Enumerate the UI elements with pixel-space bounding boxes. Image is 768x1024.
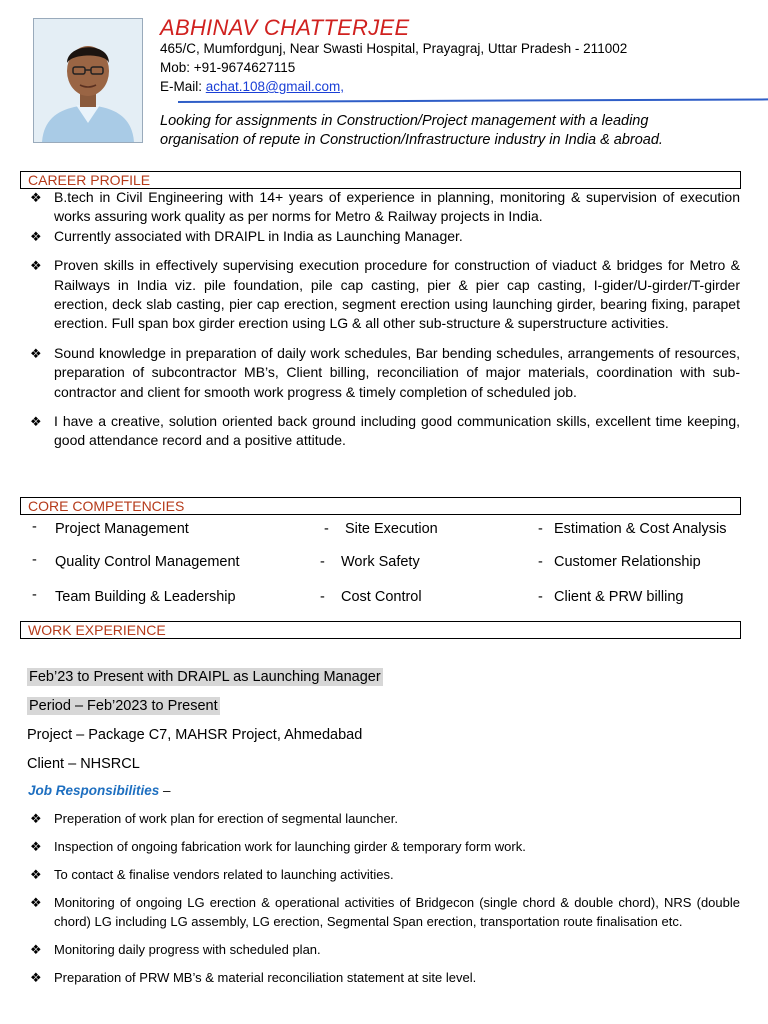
- list-item: ❖ Monitoring of ongoing LG erection & operational activities of Bridgecon (single chord & double chord), NRS (double chord) LG including LG assembly, LG erection, Segmental Span erection, transportation route finalisation etc.: [30, 895, 740, 929]
- list-item: ❖ Proven skills in effectively supervising execution procedure for construction of viaduct & bridges for Metro & Railways in India viz. pile foundation, pile cap casting, pier & pier cap casting, I-gider/U-girder/T-girder erection, deck slab casting, pier cap erection, segment erection using launching girder, bearing fixing, parapet erection. Full span box girder erection using LG & all other sub-structure & superstructure activities.: [30, 257, 740, 332]
- section-core-competencies: CORE COMPETENCIES: [20, 497, 741, 515]
- person-photo-icon: [34, 19, 142, 142]
- dash-marker: -: [320, 554, 325, 570]
- list-item: ❖ B.tech in Civil Engineering with 14+ years of experience in planning, monitoring & supervision of execution works assuring work quality as per norms for Metro & Railway projects in India.: [30, 189, 740, 225]
- dash-marker: -: [320, 589, 325, 605]
- diamond-bullet-icon: ❖: [30, 345, 42, 361]
- job-responsibilities-heading: Job Responsibilities –: [28, 783, 171, 798]
- list-item: ❖ Monitoring daily progress with scheduled plan.: [28, 941, 740, 960]
- diamond-bullet-icon: ❖: [30, 258, 42, 274]
- profile-photo: [33, 18, 143, 143]
- diamond-bullet-icon: ❖: [30, 941, 42, 957]
- diamond-bullet-icon: ❖: [30, 190, 42, 205]
- list-item: ❖ Inspection of ongoing fabrication work for launching girder & temporary form work.: [28, 838, 740, 857]
- list-item: ❖ I have a creative, solution oriented back ground including good communication skills, excellent time keeping, good attendance record and a positive attitude.: [30, 413, 740, 449]
- competency-item: Site Execution: [345, 521, 438, 537]
- mobile-number: Mob: +91-9674627115: [160, 60, 296, 75]
- dash-marker: -: [538, 521, 543, 537]
- dash-marker: -: [32, 587, 37, 603]
- job-project: Project – Package C7, MAHSR Project, Ahmedabad: [27, 727, 363, 743]
- responsibilities-list: [28, 810, 740, 987]
- competency-item: Cost Control: [341, 589, 422, 605]
- career-objective: Looking for assignments in Construction/Project management with a leading organisation of repute in Construction/Infrastructure industry in India & abroad.: [160, 113, 663, 148]
- email-label: E-Mail:: [160, 79, 206, 94]
- list-item: ❖ Preparation of PRW MB’s & material reconciliation statement at site level.: [28, 969, 740, 988]
- diamond-bullet-icon: ❖: [30, 414, 42, 430]
- competency-item: Team Building & Leadership: [55, 589, 236, 605]
- diamond-bullet-icon: ❖: [30, 839, 42, 854]
- email-line: [160, 79, 344, 94]
- competency-item: Customer Relationship: [554, 554, 701, 570]
- address: 465/C, Mumfordgunj, Near Swasti Hospital, Prayagraj, Uttar Pradesh - 211002: [160, 41, 628, 56]
- diamond-bullet-icon: ❖: [30, 867, 42, 882]
- dash-marker: -: [538, 589, 543, 605]
- dash-marker: -: [324, 521, 329, 537]
- diamond-bullet-icon: ❖: [30, 969, 42, 985]
- career-profile-list: [28, 188, 740, 451]
- dash-marker: -: [538, 554, 543, 570]
- competency-item: Project Management: [55, 521, 189, 537]
- email-link[interactable]: achat.108@gmail.com,: [205, 79, 345, 94]
- job-client: Client – NHSRCL: [27, 756, 140, 772]
- candidate-name: ABHINAV CHATTERJEE: [160, 15, 410, 40]
- job-role-line: Feb’23 to Present with DRAIPL as Launching Manager: [29, 669, 381, 685]
- job-period: Period – Feb’2023 to Present: [29, 698, 218, 714]
- diamond-bullet-icon: ❖: [30, 895, 42, 910]
- diamond-bullet-icon: ❖: [30, 228, 42, 244]
- competency-item: Estimation & Cost Analysis: [554, 521, 727, 537]
- section-career-profile: CAREER PROFILE: [20, 171, 741, 189]
- competency-item: Work Safety: [341, 554, 420, 570]
- competency-item: Client & PRW billing: [554, 589, 684, 605]
- list-item: ❖ To contact & finalise vendors related to launching activities.: [28, 866, 740, 885]
- dash-marker: -: [32, 552, 37, 568]
- competency-item: Quality Control Management: [55, 554, 240, 570]
- diamond-bullet-icon: ❖: [30, 811, 42, 826]
- list-item: ❖ Currently associated with DRAIPL in India as Launching Manager.: [28, 227, 740, 246]
- list-item: ❖ Sound knowledge in preparation of daily work schedules, Bar bending schedules, arrangements of resources, preparation of subcontractor MB’s, Client billing, reconciliation of major materials, coordination with sub-contractor and client for smooth work progress & timely completion of scheduled job.: [30, 344, 740, 400]
- header-divider: [178, 98, 768, 103]
- section-work-experience: WORK EXPERIENCE: [20, 621, 741, 639]
- list-item: ❖ Preperation of work plan for erection of segmental launcher.: [28, 810, 740, 829]
- dash-marker: -: [32, 519, 37, 535]
